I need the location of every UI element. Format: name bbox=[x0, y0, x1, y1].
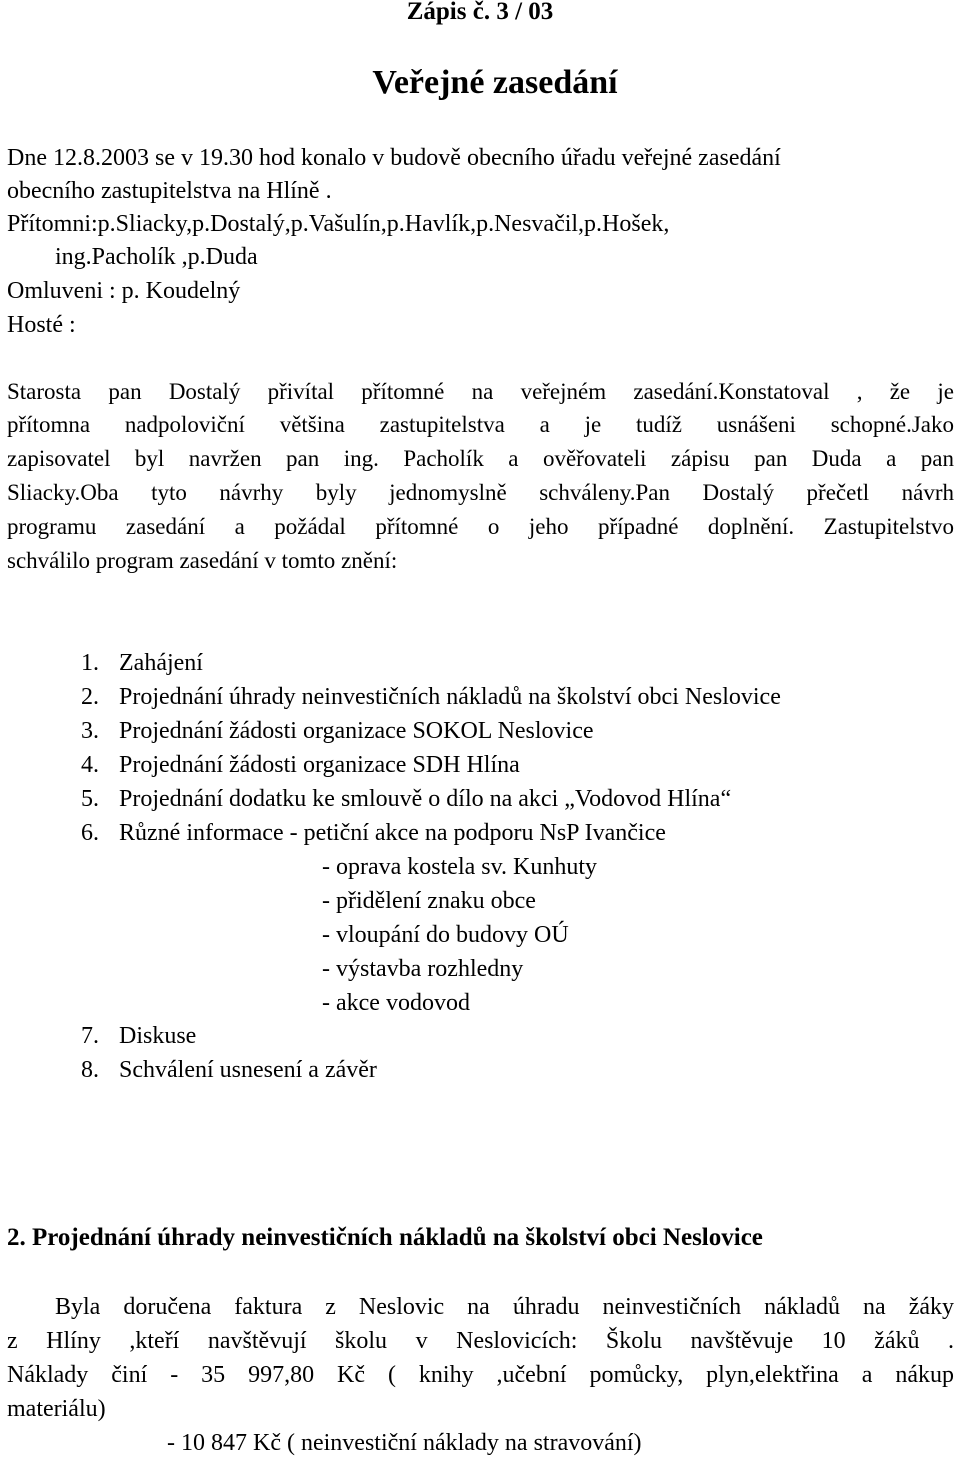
guests-line: Hosté : bbox=[7, 312, 76, 338]
list-item bbox=[0, 752, 960, 782]
agenda-text: Schválení usnesení a závěr bbox=[119, 1057, 377, 1083]
opening-line-3: zapisovatel byl navržen pan ing. Pacholík a ověřovateli zápisu pan Duda a pan bbox=[7, 446, 954, 471]
opening-line-2: přítomna nadpoloviční většina zastupitelstva a je tudíž usnášeni schopné.Jako bbox=[7, 412, 954, 437]
agenda-number: 4. bbox=[81, 752, 99, 778]
agenda-text: Projednání úhrady neinvestičních nákladů na školství obci Neslovice bbox=[119, 684, 781, 710]
agenda-text: Projednání žádosti organizace SDH Hlína bbox=[119, 752, 520, 778]
section-line-1: Byla doručena faktura z Neslovic na úhradu neinvestičních nákladů na žáky bbox=[55, 1294, 954, 1320]
list-item bbox=[0, 820, 960, 850]
agenda-sub-item: - oprava kostela sv. Kunhuty bbox=[322, 854, 598, 880]
agenda-text: Projednání dodatku ke smlouvě o dílo na akci „Vodovod Hlína“ bbox=[119, 786, 732, 812]
agenda-text: Zahájení bbox=[119, 650, 203, 676]
opening-line-6: schválilo program zasedání v tomto znění: bbox=[7, 548, 398, 573]
document-title: Veřejné zasedání bbox=[372, 64, 618, 101]
intro-line-1: Dne 12.8.2003 se v 19.30 hod konalo v budově obecního úřadu veřejné zasedání bbox=[7, 145, 781, 171]
list-item bbox=[0, 1057, 960, 1087]
list-item bbox=[0, 1023, 960, 1053]
agenda-number: 8. bbox=[81, 1057, 99, 1083]
present-line-2: ing.Pacholík ,p.Duda bbox=[55, 244, 258, 270]
opening-line-5: programu zasedání a požádal přítomné o jeho případné doplnění. Zastupitelstvo bbox=[7, 514, 954, 539]
list-item bbox=[0, 650, 960, 680]
present-line-1: Přítomni:p.Sliacky,p.Dostalý,p.Vašulín,p.Havlík,p.Nesvačil,p.Hošek, bbox=[7, 211, 670, 237]
agenda-sub-item: - přidělení znaku obce bbox=[322, 888, 536, 914]
section-line-5: - 10 847 Kč ( neinvestiční náklady na stravování) bbox=[167, 1430, 642, 1456]
agenda-sub-item: - výstavba rozhledny bbox=[322, 956, 524, 982]
section-line-4: materiálu) bbox=[7, 1396, 106, 1422]
list-item bbox=[0, 684, 960, 714]
list-item bbox=[0, 786, 960, 816]
agenda-text: Různé informace - petiční akce na podporu NsP Ivančice bbox=[119, 820, 666, 846]
record-number: Zápis č. 3 / 03 bbox=[406, 0, 554, 25]
section-line-3: Náklady činí - 35 997,80 Kč ( knihy ,učební pomůcky, plyn,elektřina a nákup bbox=[7, 1362, 954, 1388]
section-heading: 2. Projednání úhrady neinvestičních nákladů na školství obci Neslovice bbox=[7, 1224, 763, 1251]
agenda-text: Projednání žádosti organizace SOKOL Neslovice bbox=[119, 718, 594, 744]
agenda-number: 1. bbox=[81, 650, 99, 676]
agenda-number: 3. bbox=[81, 718, 99, 744]
opening-line-1: Starosta pan Dostalý přivítal přítomné na veřejném zasedání.Konstatoval , že je bbox=[7, 379, 954, 404]
excused-line: Omluveni : p. Koudelný bbox=[7, 278, 241, 304]
agenda-text: Diskuse bbox=[119, 1023, 197, 1049]
agenda-number: 5. bbox=[81, 786, 99, 812]
list-item bbox=[0, 718, 960, 748]
intro-line-2: obecního zastupitelstva na Hlíně . bbox=[7, 178, 332, 204]
agenda-number: 7. bbox=[81, 1023, 99, 1049]
opening-line-4: Sliacky.Oba tyto návrhy byly jednomyslně schváleny.Pan Dostalý přečetl návrh bbox=[7, 480, 954, 505]
section-line-2: z Hlíny ,kteří navštěvují školu v Neslovicích: Školu navštěvuje 10 žáků . bbox=[7, 1328, 954, 1354]
agenda-number: 2. bbox=[81, 684, 99, 710]
agenda-number: 6. bbox=[81, 820, 99, 846]
agenda-sub-item: - vloupání do budovy OÚ bbox=[322, 922, 569, 948]
agenda-sub-item: - akce vodovod bbox=[322, 990, 470, 1016]
